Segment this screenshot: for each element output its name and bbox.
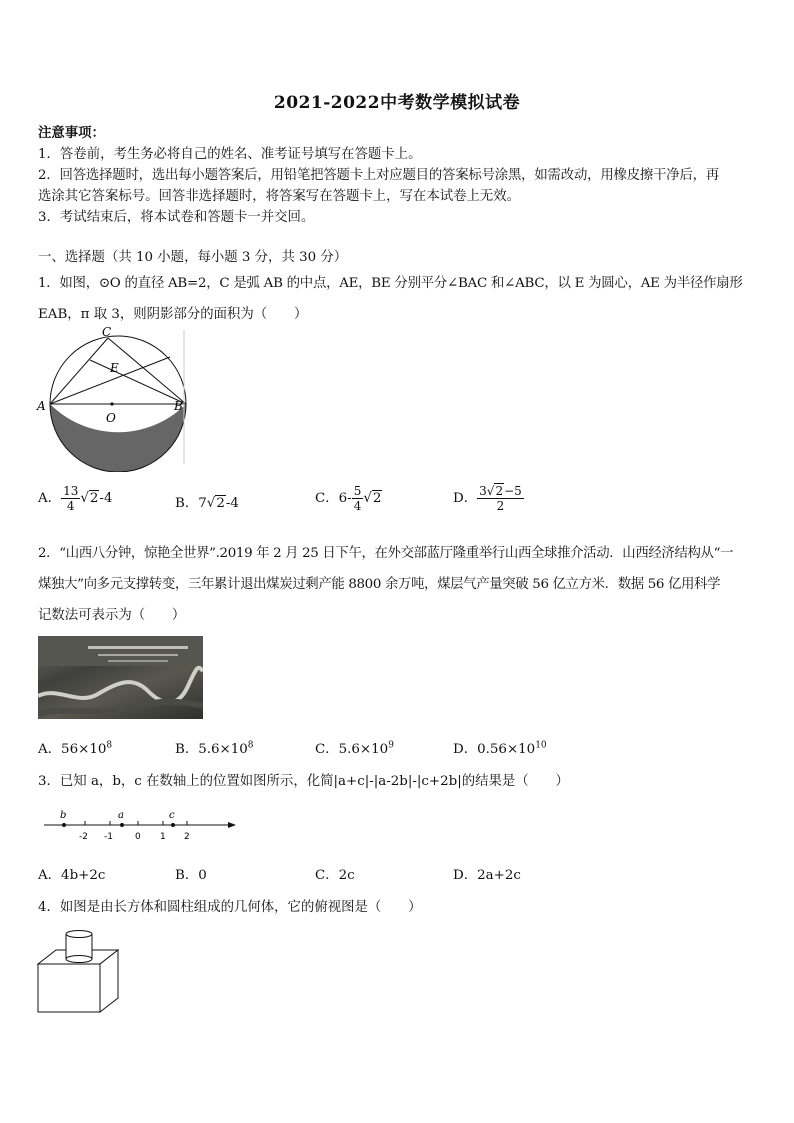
- center-point: [110, 402, 113, 405]
- option-d[interactable]: D．$0.56\times 10^{10}$: [453, 740, 547, 757]
- segment-bc: [108, 338, 186, 404]
- radicand: 2: [89, 491, 99, 506]
- option-b[interactable]: B．7√2-4: [175, 496, 239, 511]
- option-label: C．6-: [315, 491, 352, 506]
- option-a[interactable]: A．4b+2c: [38, 868, 106, 883]
- notice-item: 2．回答选择题时，选出每小题答案后，用铅笔把答题卡上对应题目的答案标号涂黑，如需改动，用橡皮擦干净后，再: [38, 168, 720, 183]
- river-photo-illustration: [38, 636, 203, 719]
- question-2-text: 2．“山西八分钟，惊艳全世界”.2019 年 2 月 25 日下午，在外交部蓝厅隆重举行山西全球推介活动．山西经济结构从“一: [38, 546, 734, 561]
- label-b: b: [60, 810, 67, 821]
- notice-item: 3．考试结束后，将本试卷和答题卡一并交回。: [38, 210, 315, 225]
- point-a: [120, 823, 124, 827]
- cylinder-base: [66, 956, 92, 963]
- notice-item: 1．答卷前，考生务必将自己的姓名、准考证号填写在答题卡上。: [38, 147, 422, 162]
- option-b[interactable]: B．0: [175, 868, 207, 883]
- notice-heading: 注意事项：: [38, 125, 105, 141]
- option-label: D．: [453, 491, 478, 506]
- tick-label: -1: [104, 832, 113, 842]
- label-b: B: [174, 399, 183, 413]
- number-line: [40, 805, 240, 845]
- option-a[interactable]: A．$56\times 10^8$: [38, 740, 113, 757]
- question-3-text: 3．已知 a，b，c 在数轴上的位置如图所示，化简|a+c|-|a-2b|-|c+2b|的结果是（ ）: [38, 774, 569, 789]
- river-photo: [38, 636, 203, 719]
- circle-figure: [32, 324, 192, 472]
- question-1-text: EAB，π 取 3，则阴影部分的面积为（ ）: [38, 307, 308, 322]
- option-label: A．: [38, 491, 62, 506]
- option-d[interactable]: D．2a+2c: [453, 868, 521, 883]
- option-a[interactable]: A． $\frac{13}{4}$ √2-4: [38, 484, 113, 513]
- label-o: O: [106, 411, 116, 425]
- cylinder-top: [66, 931, 92, 938]
- bisector-b: [90, 360, 186, 404]
- tick-label: -2: [79, 832, 88, 842]
- tick-label: 2: [184, 832, 190, 842]
- question-1-text: 1．如图，⊙O 的直径 AB=2，C 是弧 AB 的中点，AE，BE 分别平分∠BAC 和∠ABC，以 E 为圆心，AE 为半径作扇形: [38, 276, 743, 291]
- option-label: B．7: [175, 496, 207, 511]
- option-c[interactable]: C．2c: [315, 868, 355, 883]
- question-4-text: 4．如图是由长方体和圆柱组成的几何体，它的俯视图是（ ）: [38, 900, 422, 915]
- solid-figure: [36, 924, 126, 1016]
- fraction: $\frac{13}{4}$: [63, 484, 79, 513]
- label-c: c: [169, 810, 175, 821]
- axis-arrow: [228, 822, 236, 828]
- tick-label: 0: [135, 832, 141, 842]
- radicand: 2: [216, 496, 225, 511]
- label-a: A: [37, 399, 46, 413]
- option-b[interactable]: B．$5.6\times 10^8$: [175, 740, 254, 757]
- cuboid-front: [38, 964, 100, 1012]
- fraction: $\frac{3√2-5}{2}$: [479, 484, 522, 513]
- label-e: E: [110, 361, 119, 375]
- option-d[interactable]: [453, 484, 524, 513]
- tick-label: 1: [160, 832, 166, 842]
- point-b: [62, 823, 66, 827]
- section-heading: 一、选择题（共 10 小题，每小题 3 分，共 30 分）: [38, 250, 348, 265]
- label-c: C: [102, 325, 112, 339]
- shaded-region: [50, 404, 186, 472]
- radicand: 2: [372, 491, 382, 506]
- question-2-text: 记数法可表示为（ ）: [38, 608, 186, 623]
- point-c: [171, 823, 175, 827]
- page-title: 2021-2022中考数学模拟试卷: [273, 93, 521, 113]
- label-a: a: [118, 810, 124, 821]
- fraction: $\frac{5}{4}$: [353, 484, 362, 513]
- option-c[interactable]: C．6- $\frac{5}{4}$ √2: [315, 484, 382, 513]
- option-c[interactable]: C．$5.6\times 10^9$: [315, 740, 394, 757]
- question-2-text: 煤独大”向多元支撑转变，三年累计退出煤炭过剩产能 8800 余万吨，煤层气产量突破 56 亿立方米．数据 56 亿用科学: [38, 577, 721, 592]
- notice-item: 选涂其它答案标号。回答非选择题时，将答案写在答题卡上，写在本试卷上无效。: [38, 189, 521, 204]
